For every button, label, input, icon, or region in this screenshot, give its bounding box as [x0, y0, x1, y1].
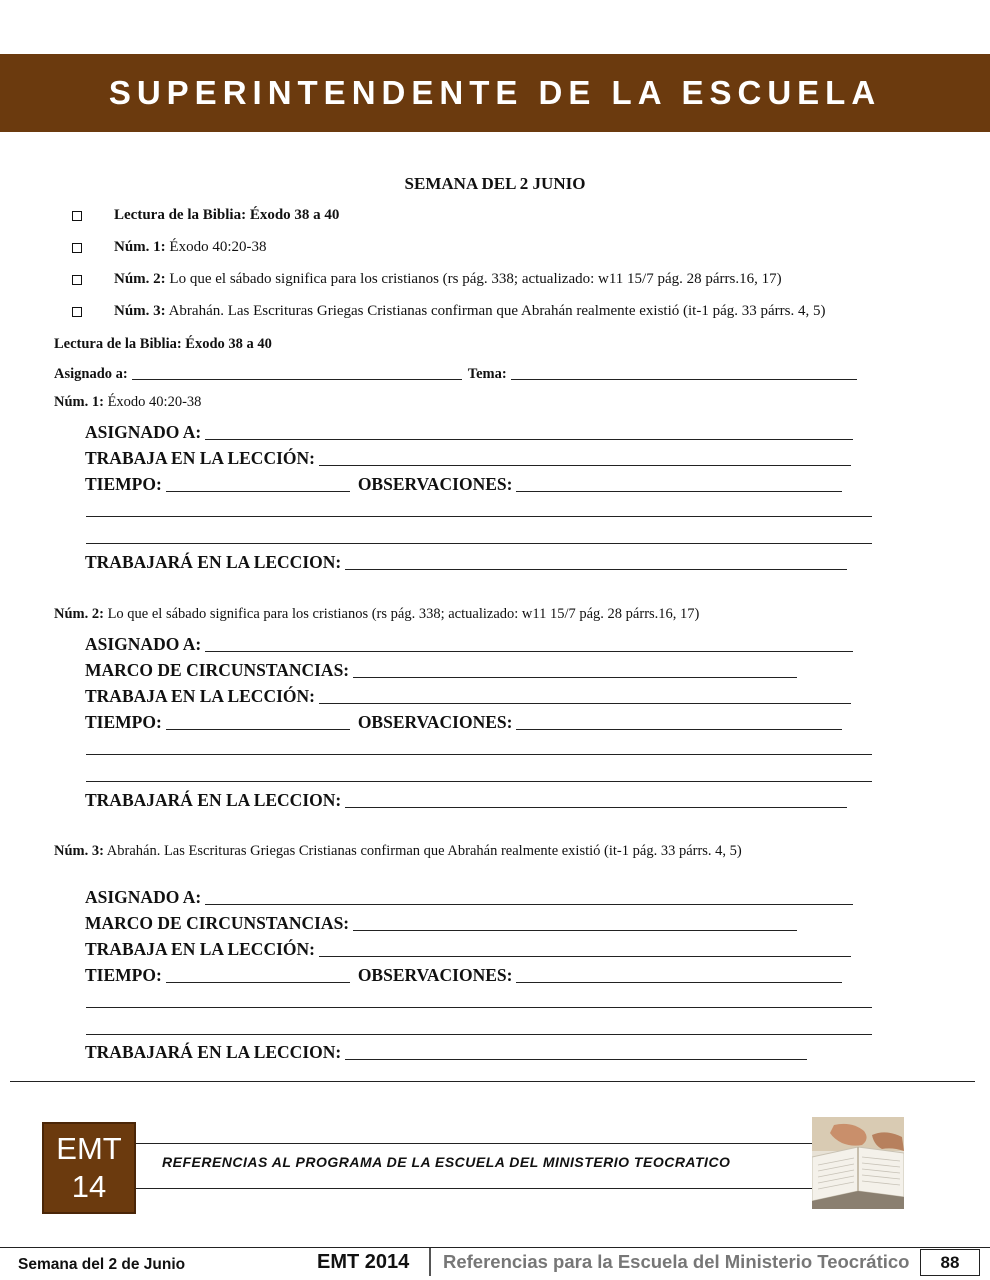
- emt-badge-line2: 14: [71, 1169, 107, 1204]
- checklist-text: Abrahán. Las Escrituras Griegas Cristianas confirman que Abrahán realmente existió (it-1 pág. 33 párrs. 4, 5): [165, 303, 826, 319]
- checkbox-icon[interactable]: [72, 211, 82, 221]
- field-label: TIEMPO:: [85, 712, 162, 732]
- field-label: ASIGNADO A:: [85, 887, 202, 907]
- footer-subtitle: Referencias para la Escuela del Ministerio Teocrático: [443, 1251, 910, 1272]
- checkbox-icon[interactable]: [72, 275, 82, 285]
- field-label: TRABAJARÁ EN LA LECCION:: [85, 552, 342, 572]
- field-label: TRABAJA EN LA LECCIÓN:: [85, 686, 315, 706]
- observations-line[interactable]: [86, 754, 872, 755]
- working-blank[interactable]: [319, 702, 851, 704]
- header-banner: [0, 54, 990, 132]
- reading-heading: [54, 336, 272, 353]
- week-title: SEMANA DEL 2 JUNIO: [404, 174, 586, 193]
- time-blank[interactable]: [166, 728, 350, 730]
- observations-line[interactable]: [86, 516, 872, 517]
- time-row: [85, 965, 842, 986]
- checkbox-icon[interactable]: [72, 243, 82, 253]
- reading-label: Lectura de la Biblia: Éxodo 38 a 40: [54, 336, 272, 352]
- setting-blank[interactable]: [353, 929, 797, 931]
- time-blank[interactable]: [166, 981, 350, 983]
- assigned-blank[interactable]: [205, 650, 853, 652]
- checkbox-icon[interactable]: [72, 307, 82, 317]
- working-blank[interactable]: [319, 955, 851, 957]
- working-row: [85, 448, 851, 469]
- assigned-row: [85, 634, 853, 655]
- assignment-3-heading: [54, 843, 742, 860]
- will-work-row: [85, 1042, 807, 1063]
- will-work-row: [85, 790, 847, 811]
- field-label: MARCO DE CIRCUNSTANCIAS:: [85, 660, 350, 680]
- field-label: TRABAJA EN LA LECCIÓN:: [85, 448, 315, 468]
- will-work-row: [85, 552, 847, 573]
- checklist-label: Núm. 1:: [114, 239, 166, 255]
- field-label: TRABAJA EN LA LECCIÓN:: [85, 939, 315, 959]
- assignment-label: Núm. 3:: [54, 843, 104, 859]
- will-work-blank[interactable]: [345, 568, 847, 570]
- checklist-text: Éxodo 40:20-38: [165, 239, 267, 255]
- checklist-item-1[interactable]: [72, 239, 267, 256]
- assignment-label: Núm. 2:: [54, 606, 104, 622]
- emt-badge: [42, 1122, 136, 1214]
- references-title: REFERENCIAS AL PROGRAMA DE LA ESCUELA DEL MINISTERIO TEOCRATICO: [162, 1154, 731, 1170]
- checklist-item-3[interactable]: [72, 303, 825, 320]
- checklist-label: Núm. 2:: [114, 271, 166, 287]
- assignment-text: Abrahán. Las Escrituras Griegas Cristianas confirman que Abrahán realmente existió (it-1 pág. 33 párrs. 4, 5): [103, 843, 742, 859]
- footer-divider: [429, 1248, 431, 1276]
- observations-blank[interactable]: [516, 490, 842, 492]
- setting-row: [85, 913, 797, 934]
- assignment-2-heading: [54, 606, 699, 623]
- assignment-text: Éxodo 40:20-38: [103, 394, 202, 410]
- page-number: 88: [920, 1249, 980, 1276]
- checklist-item-reading[interactable]: [72, 207, 339, 224]
- field-label: MARCO DE CIRCUNSTANCIAS:: [85, 913, 350, 933]
- field-label: OBSERVACIONES:: [357, 712, 513, 732]
- field-label: OBSERVACIONES:: [357, 474, 513, 494]
- emt-badge-line1: EMT: [56, 1131, 122, 1166]
- assigned-blank[interactable]: [205, 903, 853, 905]
- will-work-blank[interactable]: [345, 806, 847, 808]
- field-label: ASIGNADO A:: [85, 634, 202, 654]
- assignment-1-heading: [54, 394, 201, 411]
- assigned-blank[interactable]: [205, 438, 853, 440]
- observations-line[interactable]: [86, 1034, 872, 1035]
- will-work-blank[interactable]: [345, 1058, 807, 1060]
- observations-line[interactable]: [86, 781, 872, 782]
- time-blank[interactable]: [166, 490, 350, 492]
- bible-reading-photo: [812, 1117, 904, 1209]
- assigned-row: [85, 887, 853, 908]
- observations-blank[interactable]: [516, 728, 842, 730]
- topic-blank[interactable]: [511, 378, 857, 380]
- field-label: TRABAJARÁ EN LA LECCION:: [85, 790, 342, 810]
- checklist-item-2[interactable]: [72, 271, 782, 288]
- observations-line[interactable]: [86, 543, 872, 544]
- field-label: TIEMPO:: [85, 965, 162, 985]
- working-blank[interactable]: [319, 464, 851, 466]
- checklist-label: Núm. 3:: [114, 303, 166, 319]
- time-row: [85, 712, 842, 733]
- assignment-text: Lo que el sábado significa para los cristianos (rs pág. 338; actualizado: w11 15/7 pág. 28 párrs.16, 17): [103, 606, 700, 622]
- footer-week: Semana del 2 de Junio: [18, 1256, 186, 1273]
- setting-blank[interactable]: [353, 676, 797, 678]
- footer-rule: [0, 1247, 990, 1248]
- field-label: OBSERVACIONES:: [357, 965, 513, 985]
- section-divider: [10, 1081, 975, 1082]
- footer-emt: EMT 2014: [317, 1251, 410, 1273]
- field-label: TRABAJARÁ EN LA LECCION:: [85, 1042, 342, 1062]
- checklist-text: Lo que el sábado significa para los cristianos (rs pág. 338; actualizado: w11 15/7 pág. 28 párrs.16, 17): [165, 271, 782, 287]
- working-row: [85, 686, 851, 707]
- observations-line[interactable]: [86, 1007, 872, 1008]
- time-row: [85, 474, 842, 495]
- observations-blank[interactable]: [516, 981, 842, 983]
- field-label: ASIGNADO A:: [85, 422, 202, 442]
- assigned-label: Asignado a:: [54, 366, 128, 382]
- page-title: SUPERINTENDENTE DE LA ESCUELA: [108, 74, 882, 111]
- checklist-label: Lectura de la Biblia: Éxodo 38 a 40: [114, 207, 340, 223]
- assigned-row: [85, 422, 853, 443]
- assignment-label: Núm. 1:: [54, 394, 104, 410]
- reading-assigned-row: [54, 366, 857, 383]
- assigned-blank[interactable]: [132, 378, 462, 380]
- working-row: [85, 939, 851, 960]
- references-bottom-rule: [136, 1188, 812, 1189]
- topic-label: Tema:: [467, 366, 507, 382]
- field-label: TIEMPO:: [85, 474, 162, 494]
- references-top-rule: [136, 1143, 812, 1144]
- setting-row: [85, 660, 797, 681]
